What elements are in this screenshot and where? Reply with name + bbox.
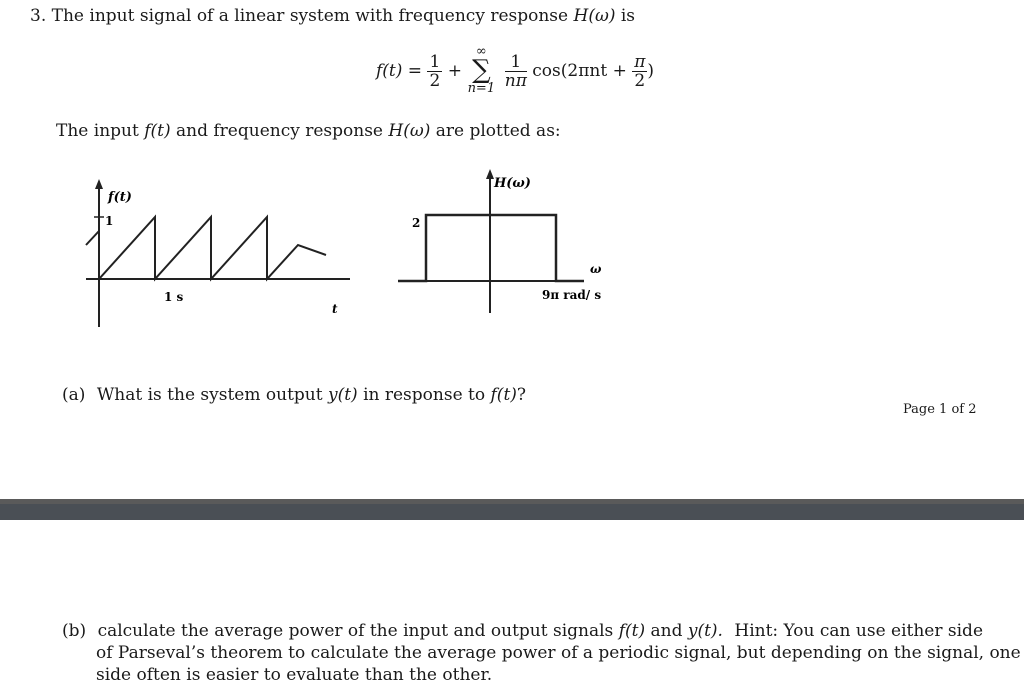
plotted-intro	[56, 121, 561, 141]
problem-intro	[30, 6, 635, 26]
part-b-line1	[62, 621, 983, 641]
h-x-label: ω	[590, 262, 602, 276]
phase-den: 2	[634, 70, 646, 91]
part-b-line3: side often is easier to evaluate than the other.	[96, 665, 493, 685]
sum-symbol: ∑	[472, 55, 491, 85]
part-a	[62, 385, 526, 405]
problem-intro-end: is	[620, 6, 636, 26]
page-indicator: Page 1 of 2	[903, 402, 977, 417]
sum-upper: ∞	[475, 44, 487, 59]
input-signal-plot	[80, 175, 360, 335]
equation-phase	[632, 53, 647, 90]
equation-lhs: f(t) =	[376, 61, 423, 81]
plotted-intro-text: The input	[56, 121, 139, 141]
coef-den: nπ	[504, 70, 527, 91]
plotted-mid: and frequency response	[176, 121, 383, 141]
phase-num: π	[634, 51, 646, 72]
sawtooth-waveform	[86, 217, 326, 279]
part-b-f: f(t)	[618, 621, 646, 641]
equation-coef	[505, 53, 527, 90]
equation-half-num: 1	[429, 51, 441, 72]
part-b-label: (b)	[62, 621, 87, 641]
plotted-h: H(ω)	[388, 121, 431, 141]
h-axis-label: H(ω)	[494, 176, 531, 191]
f-tick-1: 1	[105, 214, 114, 228]
part-a-end: ?	[516, 385, 527, 405]
problem-intro-text: The input signal of a linear system with frequency response	[51, 6, 569, 26]
f-x-label: t	[332, 302, 338, 316]
plotted-f: f(t)	[144, 121, 171, 141]
equation-cos: cos(2πnt +	[532, 61, 627, 81]
f-axis-label: f(t)	[108, 190, 132, 205]
problem-intro-symbol: H(ω)	[573, 6, 616, 26]
h-tick-2: 2	[412, 216, 421, 230]
part-a-y: y(t)	[327, 385, 358, 405]
sum-lower: n=1	[467, 81, 496, 96]
page-divider	[0, 504, 1024, 520]
part-b-line1a: calculate the average power of the input and output signals	[97, 621, 614, 641]
part-a-text1: What is the system output	[96, 385, 323, 405]
part-b-and: and	[650, 621, 683, 641]
cutoff-label: 9π rad/ s	[542, 288, 602, 302]
part-a-label: (a)	[62, 385, 86, 405]
equation-half-den: 2	[429, 70, 441, 91]
equation-sum	[467, 46, 495, 96]
part-a-f: f(t)	[490, 385, 517, 405]
problem-number: 3.	[30, 6, 47, 26]
y-axis-arrow	[95, 179, 103, 189]
h-y-axis-arrow	[486, 169, 494, 179]
part-b-line1b: Hint: You can use either side	[734, 621, 983, 641]
equation-close: )	[647, 61, 655, 81]
part-b-y: y(t).	[687, 621, 723, 641]
part-b-line2: of Parseval’s theorem to calculate the average power of a periodic signal, but depending on the signal, one	[96, 643, 1021, 663]
equation-plus: +	[447, 61, 462, 81]
plotted-end: are plotted as:	[435, 121, 561, 141]
equation-half	[427, 53, 442, 90]
part-a-text2: in response to	[363, 385, 486, 405]
input-equation	[376, 46, 654, 106]
frequency-response-plot	[390, 165, 650, 325]
coef-num: 1	[505, 53, 527, 72]
f-tick-1s: 1 s	[164, 290, 184, 304]
